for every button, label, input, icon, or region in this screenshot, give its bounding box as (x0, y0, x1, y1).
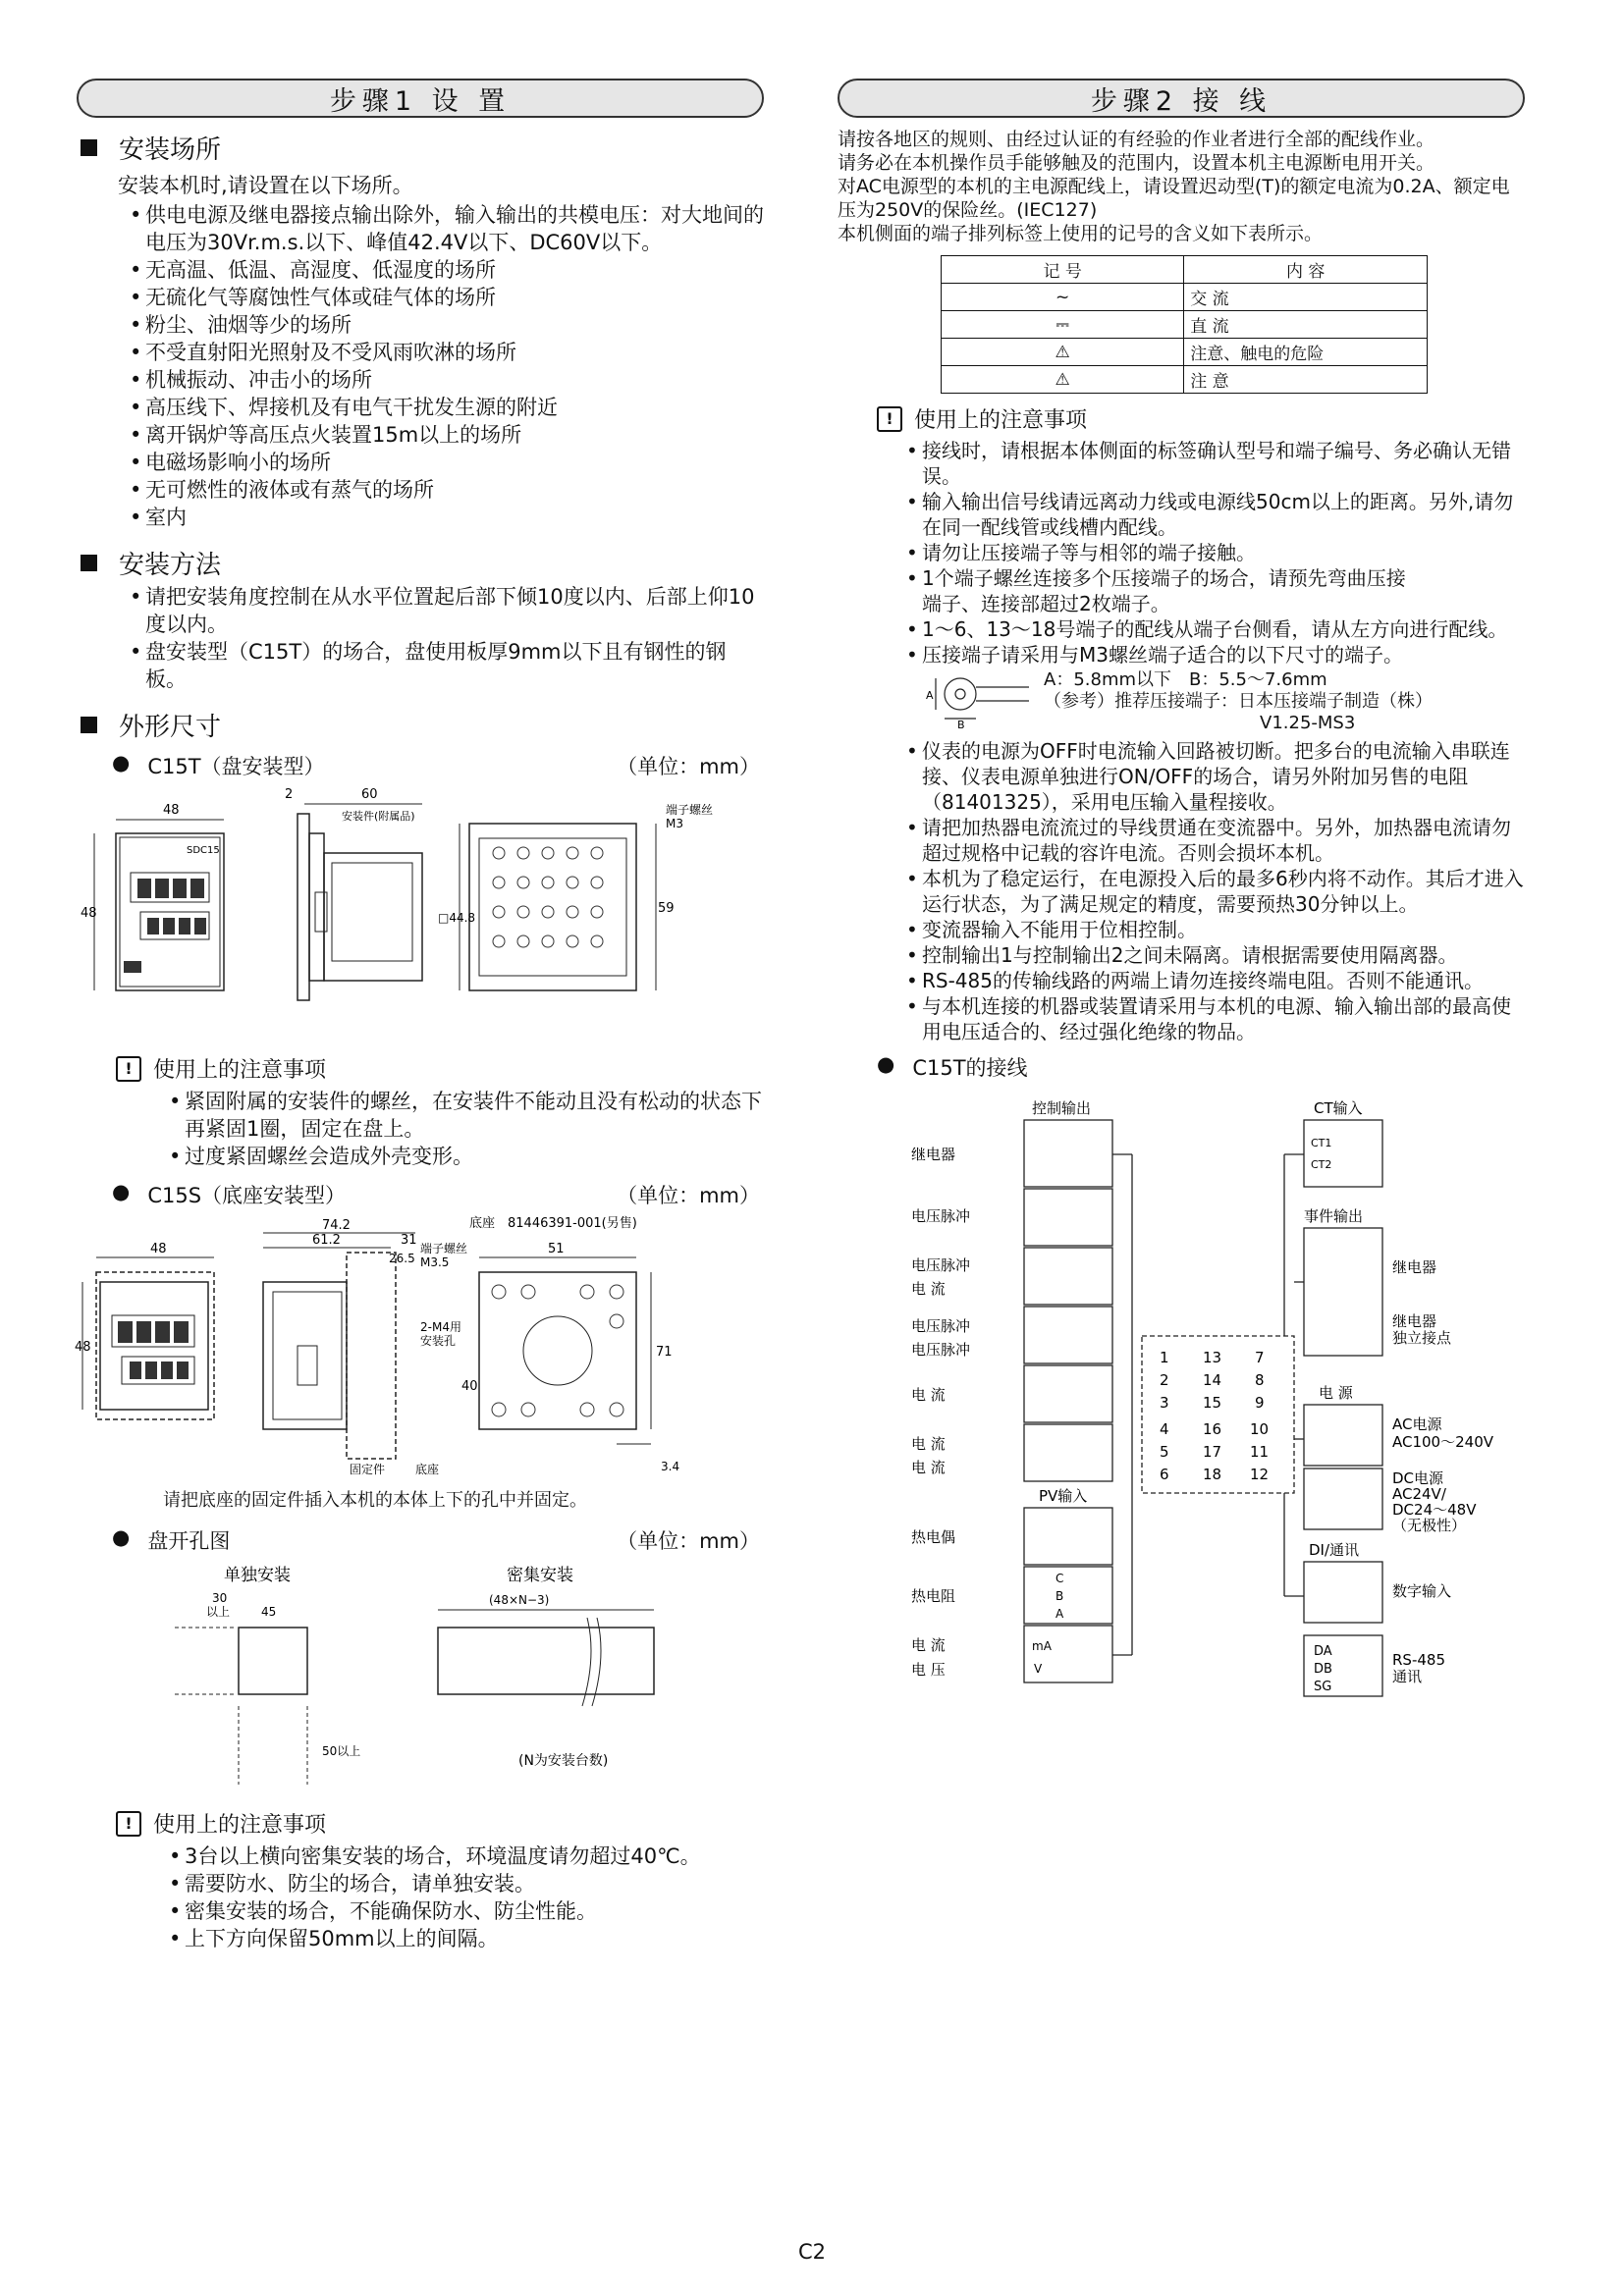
square-bullet-icon (81, 555, 97, 571)
s-dim-fixer: 固定件 (350, 1463, 386, 1476)
right-label: 通讯 (1392, 1668, 1423, 1685)
list-item: • 无硫化气等腐蚀性气体或硅气体的场所 (145, 284, 764, 311)
wiring-diagram (838, 1086, 1525, 1802)
pv-input-title: PV输入 (1039, 1487, 1088, 1505)
table-row (942, 366, 1428, 394)
list-item: • 高压线下、焊接机及有电气干扰发生源的附近 (145, 394, 764, 421)
step2-banner: 步骤2 接 线 (838, 79, 1525, 118)
install-location-heading-text: 安装场所 (119, 135, 222, 165)
list-item: • 无可燃性的液体或有蒸气的场所 (145, 476, 764, 504)
list-item: • 上下方向保留50mm以上的间隔。 (185, 1925, 764, 1952)
cut-50: 50以上 (322, 1744, 361, 1758)
intro-para: 本机侧面的端子排列标签上使用的记号的含义如下表所示。 (838, 223, 1324, 244)
terminal-number: 16 (1203, 1420, 1222, 1438)
terminal-number: 17 (1203, 1443, 1222, 1461)
terminal-number: 8 (1255, 1371, 1265, 1389)
list-item: • 需要防水、防尘的场合，请单独安装。 (185, 1870, 764, 1897)
meaning-cell: 交 流 (1184, 284, 1428, 311)
left-label: 电 流 (911, 1386, 946, 1404)
wiring-label: C15T的接线 (912, 1056, 1028, 1080)
table-row (942, 311, 1428, 339)
right-label: （无极性） (1392, 1517, 1467, 1534)
c15s-unit: （单位：mm） (617, 1184, 760, 1207)
table-row (942, 339, 1428, 366)
install-method-heading (77, 545, 764, 581)
list-item: • 粉尘、油烟等少的场所 (145, 311, 764, 339)
caution2-heading (116, 1808, 764, 1839)
right-label: AC100～240V (1392, 1433, 1493, 1451)
meaning-cell: 注意、触电的危险 (1184, 339, 1428, 366)
dim-terminal: 端子螺丝 (666, 803, 714, 817)
dim-term-h: 59 (658, 901, 675, 916)
caution1-heading (116, 1053, 764, 1084)
install-location-list (77, 201, 764, 531)
left-label: 电 流 (911, 1636, 946, 1654)
list-item: • 控制输出1与控制输出2之间未隔离。请根据需要使用隔离器。 (922, 942, 1525, 968)
square-bullet-icon (81, 717, 97, 733)
list-item: • 本机为了稳定运行，在电源投入后的最多6秒内将不动作。其后才进入运行状态，为了满足规定的精度，需要预热30分钟以上。 (922, 866, 1525, 917)
right-label: DC电源 (1392, 1469, 1444, 1487)
s-dim-d3: 31 (401, 1233, 417, 1248)
right-label: DC24～48V (1392, 1501, 1477, 1519)
intro-para: 请务必在本机操作员手能够触及的范围内，设置本机主电源断电用开关。 (838, 152, 1435, 174)
cut-min: 以上 (206, 1605, 231, 1619)
intro-para: 请按各地区的规则、由经过认证的有经验的作业者进行全部的配线作业。 (838, 129, 1435, 150)
left-label: 电 流 (911, 1459, 946, 1476)
terminal-number: 12 (1250, 1466, 1270, 1483)
terminal-number: 13 (1203, 1349, 1222, 1366)
crimp-ref: （参考）推荐压接端子：日本压接端子制造（株） (1044, 691, 1433, 712)
cutout-label: 盘开孔图 (147, 1529, 231, 1553)
left-label: 继电器 (911, 1146, 956, 1163)
c15s-subhead: ● C15S（底座安装型） （单位：mm） (112, 1180, 760, 1207)
right-label: AC24V/ (1392, 1485, 1446, 1503)
dim-bracket: 安装件(附属品) (342, 810, 415, 823)
list-item: • 供电电源及继电器接点输出除外，输入输出的共模电压：对大地间的电压为30Vr.m.s.以下、峰值42.4V以下、DC60V以下。 (145, 201, 764, 256)
dim-depth: 60 (361, 787, 378, 802)
s-dim-base-w: 51 (548, 1242, 565, 1256)
wiring-caution-heading (877, 403, 1525, 434)
terminal-number: 18 (1203, 1466, 1222, 1483)
wiring-caution-title: 使用上的注意事项 (914, 408, 1088, 433)
ma-label: mA (1032, 1639, 1052, 1653)
table-row (942, 256, 1428, 284)
s-dim-depth1: 74.2 (322, 1218, 351, 1233)
list-item: • 请勿让压接端子等与相邻的端子接触。 (922, 540, 1525, 565)
cutout-drawing (77, 1559, 764, 1794)
left-label: 电 流 (911, 1435, 946, 1453)
rs-label: SG (1314, 1680, 1332, 1694)
list-item: • 请把加热器电流流过的导线贯通在变流器中。另外，加热器电流请勿超过规格中记载的容许电流。否则会损坏本机。 (922, 815, 1525, 866)
left-label: 热电阻 (911, 1587, 956, 1605)
terminal-number: 10 (1250, 1420, 1270, 1438)
cutout-subhead: ● 盘开孔图 （单位：mm） (112, 1525, 760, 1553)
s-dim-term: 端子螺丝 (420, 1242, 468, 1255)
s-dim-34: 3.4 (661, 1460, 680, 1473)
s-dim-hole2: 安装孔 (420, 1334, 457, 1348)
single-install: 单独安装 (224, 1566, 291, 1585)
square-bullet-icon (81, 139, 97, 156)
right-label: 继电器 (1392, 1312, 1437, 1330)
list-item: • 离开锅炉等高压点火装置15m以上的场所 (145, 421, 764, 449)
list-item: • 盘安装型（C15T）的场合，盘使用板厚9mm以下且有钢性的钢板。 (145, 638, 764, 693)
control-output-title: 控制输出 (1032, 1099, 1092, 1117)
terminal-number: 3 (1160, 1394, 1169, 1412)
c15s-dimension-drawing (77, 1213, 764, 1478)
list-item: • 不受直射阳光照射及不受风雨吹淋的场所 (145, 339, 764, 366)
ct-label: CT2 (1311, 1158, 1332, 1171)
list-item: • 压接端子请采用与M3螺丝端子适合的以下尺寸的端子。 (922, 642, 1525, 667)
event-output-title: 事件输出 (1304, 1207, 1364, 1225)
c15s-label: C15S（底座安装型） (147, 1184, 347, 1207)
right-label: RS-485 (1392, 1651, 1445, 1669)
dim-panel-h: □44.8 (438, 911, 476, 925)
s-dim-d4: 26.5 (389, 1252, 415, 1265)
warning-icon: ⚠ (942, 366, 1184, 394)
model-label: SDC15 (187, 845, 220, 856)
caution-icon: ! (116, 1811, 141, 1837)
s-dim-40: 40 (461, 1379, 478, 1394)
ct-input-title: CT输入 (1314, 1099, 1363, 1117)
step1-banner: 步骤1 设 置 (77, 79, 764, 118)
dimensions-heading (77, 707, 764, 743)
terminal-number: 6 (1160, 1466, 1169, 1483)
left-label: 电 流 (911, 1280, 946, 1298)
dense-install: 密集安装 (507, 1566, 573, 1585)
caution-icon: ! (116, 1056, 141, 1082)
list-item-cont: • 过度紧固螺丝会造成外壳变形。 (185, 1143, 764, 1170)
s-dim-width: 48 (150, 1242, 167, 1256)
right-label: 数字输入 (1392, 1582, 1452, 1600)
left-label: 电 压 (911, 1661, 946, 1679)
meaning-cell: 注 意 (1184, 366, 1428, 394)
crimp-terminal-drawing (926, 669, 1034, 731)
dim-flange: 2 (285, 787, 294, 802)
power-title: 电 源 (1319, 1384, 1353, 1402)
terminal-number: 5 (1160, 1443, 1169, 1461)
crimp-a-label: A (926, 689, 934, 702)
list-item: • 无高温、低温、高湿度、低湿度的场所 (145, 256, 764, 284)
cutout-unit: （单位：mm） (617, 1529, 760, 1553)
list-item: • RS-485的传输线路的两端上请勿连接终端电阻。否则不能通讯。 (922, 968, 1525, 993)
right-label: 继电器 (1392, 1258, 1437, 1276)
list-item: • 室内 (145, 504, 764, 531)
list-item: • 变流器输入不能用于位相控制。 (922, 917, 1525, 942)
list-item: • 仪表的电源为OFF时电流输入回路被切断。把多台的电流输入串联连接、仪表电源单独进行ON/OFF的场合，请另外附加另售的电阻（81401325），采用电压输入量程接收。 (922, 738, 1525, 815)
s-dim-base-h: 71 (656, 1345, 673, 1360)
right-label: 独立接点 (1392, 1329, 1452, 1347)
install-method-list (77, 583, 764, 693)
rtd-label: B (1056, 1589, 1064, 1603)
socket-label: 底座 81446391-001(另售) (469, 1216, 637, 1231)
install-location-heading (77, 130, 764, 166)
table-row (942, 284, 1428, 311)
di-comm-title: DI/通讯 (1309, 1541, 1360, 1559)
left-label: 电压脉冲 (911, 1341, 971, 1359)
c15t-subhead: ● C15T（盘安装型） （单位：mm） (112, 751, 760, 778)
install-location-intro: 安装本机时,请设置在以下场所。 (118, 174, 413, 197)
terminal-number: 11 (1250, 1443, 1270, 1461)
terminal-number: 1 (1160, 1349, 1169, 1366)
left-label: 电压脉冲 (911, 1317, 971, 1335)
c15s-note: 请把底座的固定件插入本机的本体上下的孔中并固定。 (163, 1490, 587, 1511)
caution2-title: 使用上的注意事项 (153, 1813, 327, 1838)
crimp-part: V1.25-MS3 (1260, 713, 1356, 733)
list-item: • 请把安装角度控制在从水平位置起后部下倾10度以内、后部上仰10度以内。 (145, 583, 764, 638)
list-item: • 与本机连接的机器或装置请采用与本机的电源、输入输出部的最高使用电压适合的、经过强化绝缘的物品。 (922, 993, 1525, 1044)
left-label: 热电偶 (911, 1528, 956, 1546)
list-item: • 输入输出信号线请远离动力线或电源线50cm以上的距离。另外,请勿在同一配线管或线槽内配线。 (922, 489, 1525, 540)
list-item: • 1个端子螺丝连接多个压接端子的场合，请预先弯曲压接端子、连接部超过2枚端子。 (922, 565, 1525, 616)
s-dim-screw: M3.5 (420, 1255, 450, 1269)
terminal-number: 9 (1255, 1394, 1265, 1412)
list-item: • 1～6、13～18号端子的配线从端子台侧看，请从左方向进行配线。 (922, 616, 1525, 642)
cut-note: (N为安装台数) (518, 1753, 609, 1769)
list-item: • 3台以上横向密集安装的场合，环境温度请勿超过40℃。 (185, 1842, 764, 1870)
table-header: 记 号 (942, 256, 1184, 284)
wiring-caution-list-2 (838, 738, 1525, 1044)
left-label: 电压脉冲 (911, 1207, 971, 1225)
dim-width: 48 (163, 803, 180, 818)
dimensions-heading-text: 外形尺寸 (119, 713, 222, 742)
list-item: • 紧固附属的安装件的螺丝，在安装件不能动且没有松动的状态下再紧固1圈，固定在盘上。 (185, 1088, 764, 1143)
meaning-cell: 直 流 (1184, 311, 1428, 339)
dim-height: 48 (81, 906, 97, 921)
caution-icon: ! (877, 406, 902, 432)
rs-label: DA (1314, 1644, 1332, 1659)
crimp-dims: A：5.8mm以下 B：5.5～7.6mm (1044, 669, 1327, 690)
dim-screw: M3 (666, 817, 683, 830)
left-column (77, 79, 764, 1952)
ct-label: CT1 (1311, 1137, 1332, 1149)
list-item-cont: • 密集安装的场合，不能确保防水、防尘性能。 (185, 1897, 764, 1925)
rtd-label: A (1056, 1607, 1064, 1621)
install-method-heading-text: 安装方法 (119, 551, 222, 580)
s-dim-hole: 2-M4用 (420, 1320, 461, 1334)
rs-label: DB (1314, 1662, 1332, 1677)
c15t-label: C15T（盘安装型） (147, 755, 325, 778)
right-label: AC电源 (1392, 1415, 1442, 1433)
list-item: • 电磁场影响小的场所 (145, 449, 764, 476)
crimp-spec (926, 669, 1525, 734)
symbol-cell: ~ (942, 284, 1184, 311)
page-number: C2 (797, 2240, 827, 2264)
s-dim-base: 底座 (415, 1463, 440, 1476)
left-label: 电压脉冲 (911, 1256, 971, 1274)
terminal-number: 14 (1203, 1371, 1222, 1389)
cut-45: 45 (261, 1605, 277, 1619)
list-item: • 接线时，请根据本体侧面的标签确认型号和端子编号、务必确认无错误。 (922, 438, 1525, 489)
wiring-subhead: ● C15T的接线 (877, 1052, 1028, 1080)
terminal-number: 4 (1160, 1420, 1169, 1438)
intro-para: 对AC电源型的本机的主电源配线上，请设置迟动型(T)的额定电流为0.2A、额定电压为250V的保险丝。(IEC127) (838, 176, 1510, 221)
cut-n: (48×N−3) (489, 1593, 550, 1607)
caution2-list (77, 1842, 764, 1952)
caution1-title: 使用上的注意事项 (153, 1058, 327, 1083)
table-header: 内 容 (1184, 256, 1428, 284)
symbol-table (941, 255, 1428, 394)
cut-30: 30 (212, 1591, 228, 1605)
s-dim-depth2: 61.2 (312, 1233, 341, 1248)
v-label: V (1034, 1662, 1043, 1676)
rtd-label: C (1056, 1572, 1064, 1585)
terminal-number: 7 (1255, 1349, 1265, 1366)
terminal-number: 15 (1203, 1394, 1222, 1412)
right-column (838, 79, 1525, 1806)
list-item: • 机械振动、冲击小的场所 (145, 366, 764, 394)
terminal-number: 2 (1160, 1371, 1169, 1389)
caution1-list (77, 1088, 764, 1170)
s-dim-height: 48 (75, 1340, 91, 1355)
symbol-cell: ⎓ (942, 311, 1184, 339)
wiring-caution-list (838, 438, 1525, 667)
c15t-dimension-drawing (77, 784, 764, 1040)
warning-icon: ⚠ (942, 339, 1184, 366)
crimp-b-label: B (957, 719, 965, 731)
c15t-unit: （单位：mm） (617, 755, 760, 778)
